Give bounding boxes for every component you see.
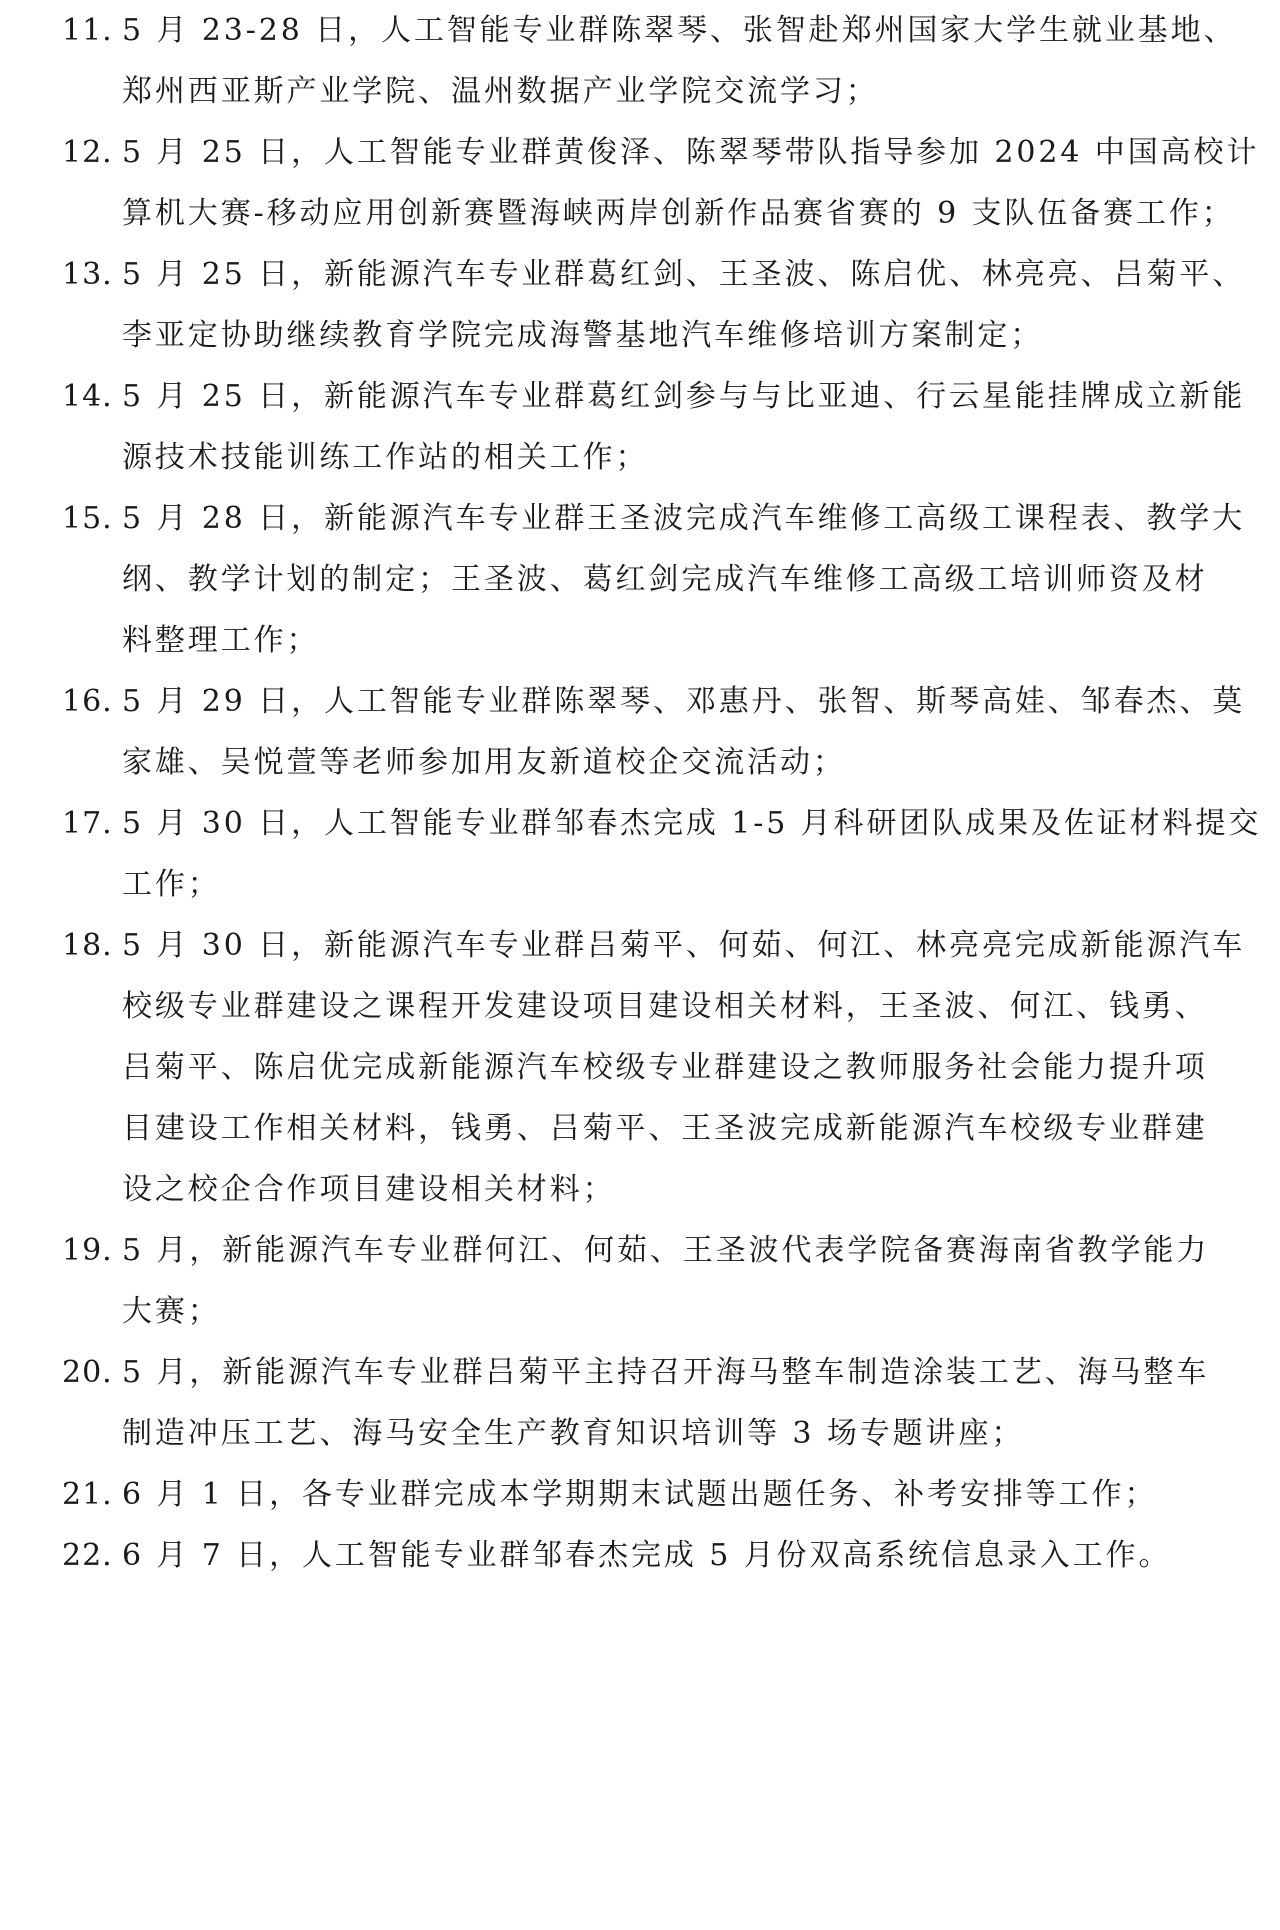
text-line: 郑州西亚斯产业学院、温州数据产业学院交流学习； [122,74,879,109]
list-item-number: 16. [62,684,113,719]
text-line: 家雄、吴悦萱等老师参加用友新道校企交流活动； [122,745,846,780]
list-item-number: 12. [62,135,113,170]
list-item-number: 22. [62,1538,113,1573]
list-item-text [122,366,1246,488]
text-line: 5 月 30 日，新能源汽车专业群吕菊平、何茹、何江、林亮亮完成新能源汽车 [122,928,1246,963]
list-item-text [122,1220,1210,1342]
list-item-text [122,244,1246,366]
text-line: 源技术技能训练工作站的相关工作； [122,440,649,475]
text-line: 李亚定协助继续教育学院完成海警基地汽车维修培训方案制定； [122,318,1044,353]
text-line: 目建设工作相关材料，钱勇、吕菊平、王圣波完成新能源汽车校级专业群建 [122,1111,1208,1146]
list-item-text [122,0,1237,122]
text-line: 吕菊平、陈启优完成新能源汽车校级专业群建设之教师服务社会能力提升项 [122,1050,1208,1085]
list-item-text [122,915,1246,1220]
text-line: 5 月，新能源汽车专业群吕菊平主持召开海马整车制造涂装工艺、海马整车 [122,1355,1210,1390]
text-line: 5 月 23-28 日，人工智能专业群陈翠琴、张智赴郑州国家大学生就业基地、 [122,13,1237,48]
text-line: 大赛； [122,1294,221,1329]
list-item-text [122,671,1246,793]
text-line: 5 月 25 日，新能源汽车专业群葛红剑、王圣波、陈启优、林亮亮、吕菊平、 [122,257,1246,292]
list-item-number: 21. [62,1477,113,1512]
text-line: 料整理工作； [122,623,320,658]
list-item-text [122,1525,1210,1586]
text-line: 算机大赛-移动应用创新赛暨海峡两岸创新作品赛省赛的 9 支队伍备赛工作； [122,196,1235,231]
list-item-number: 17. [62,806,113,841]
list-item-text [122,1464,1210,1525]
text-line: 6 月 1 日，各专业群完成本学期期末试题出题任务、补考安排等工作； [122,1477,1158,1512]
text-line: 5 月 25 日，人工智能专业群黄俊泽、陈翠琴带队指导参加 2024 中国高校计 [122,135,1260,170]
text-line: 5 月 25 日，新能源汽车专业群葛红剑参与与比亚迪、行云星能挂牌成立新能 [122,379,1246,414]
text-line: 5 月 28 日，新能源汽车专业群王圣波完成汽车维修工高级工课程表、教学大 [122,501,1246,536]
list-item-text [122,1342,1210,1464]
text-line: 校级专业群建设之课程开发建设项目建设相关材料，王圣波、何江、钱勇、 [122,989,1208,1024]
text-line: 纲、教学计划的制定；王圣波、葛红剑完成汽车维修工高级工培训师资及材 [122,562,1208,597]
list-item-text [122,488,1246,671]
text-line: 5 月 29 日，人工智能专业群陈翠琴、邓惠丹、张智、斯琴高娃、邹春杰、莫 [122,684,1246,719]
list-item-number: 18. [62,928,113,963]
list-item-number: 13. [62,257,113,292]
list-item-number: 20. [62,1355,113,1390]
list-item-number: 15. [62,501,113,536]
text-line: 工作； [122,867,221,902]
list-item-number: 19. [62,1233,113,1268]
text-line: 设之校企合作项目建设相关材料； [122,1172,616,1207]
text-line: 制造冲压工艺、海马安全生产教育知识培训等 3 场专题讲座； [122,1416,1025,1451]
list-item-number: 11. [62,13,113,48]
text-line: 6 月 7 日，人工智能专业群邹春杰完成 5 月份双高系统信息录入工作。 [122,1538,1172,1573]
list-item-text [122,122,1260,244]
text-line: 5 月，新能源汽车专业群何江、何茹、王圣波代表学院备赛海南省教学能力 [122,1233,1210,1268]
list-item-number: 14. [62,379,113,414]
text-line: 5 月 30 日，人工智能专业群邹春杰完成 1-5 月科研团队成果及佐证材料提交 [122,806,1262,841]
list-item-text [122,793,1262,915]
